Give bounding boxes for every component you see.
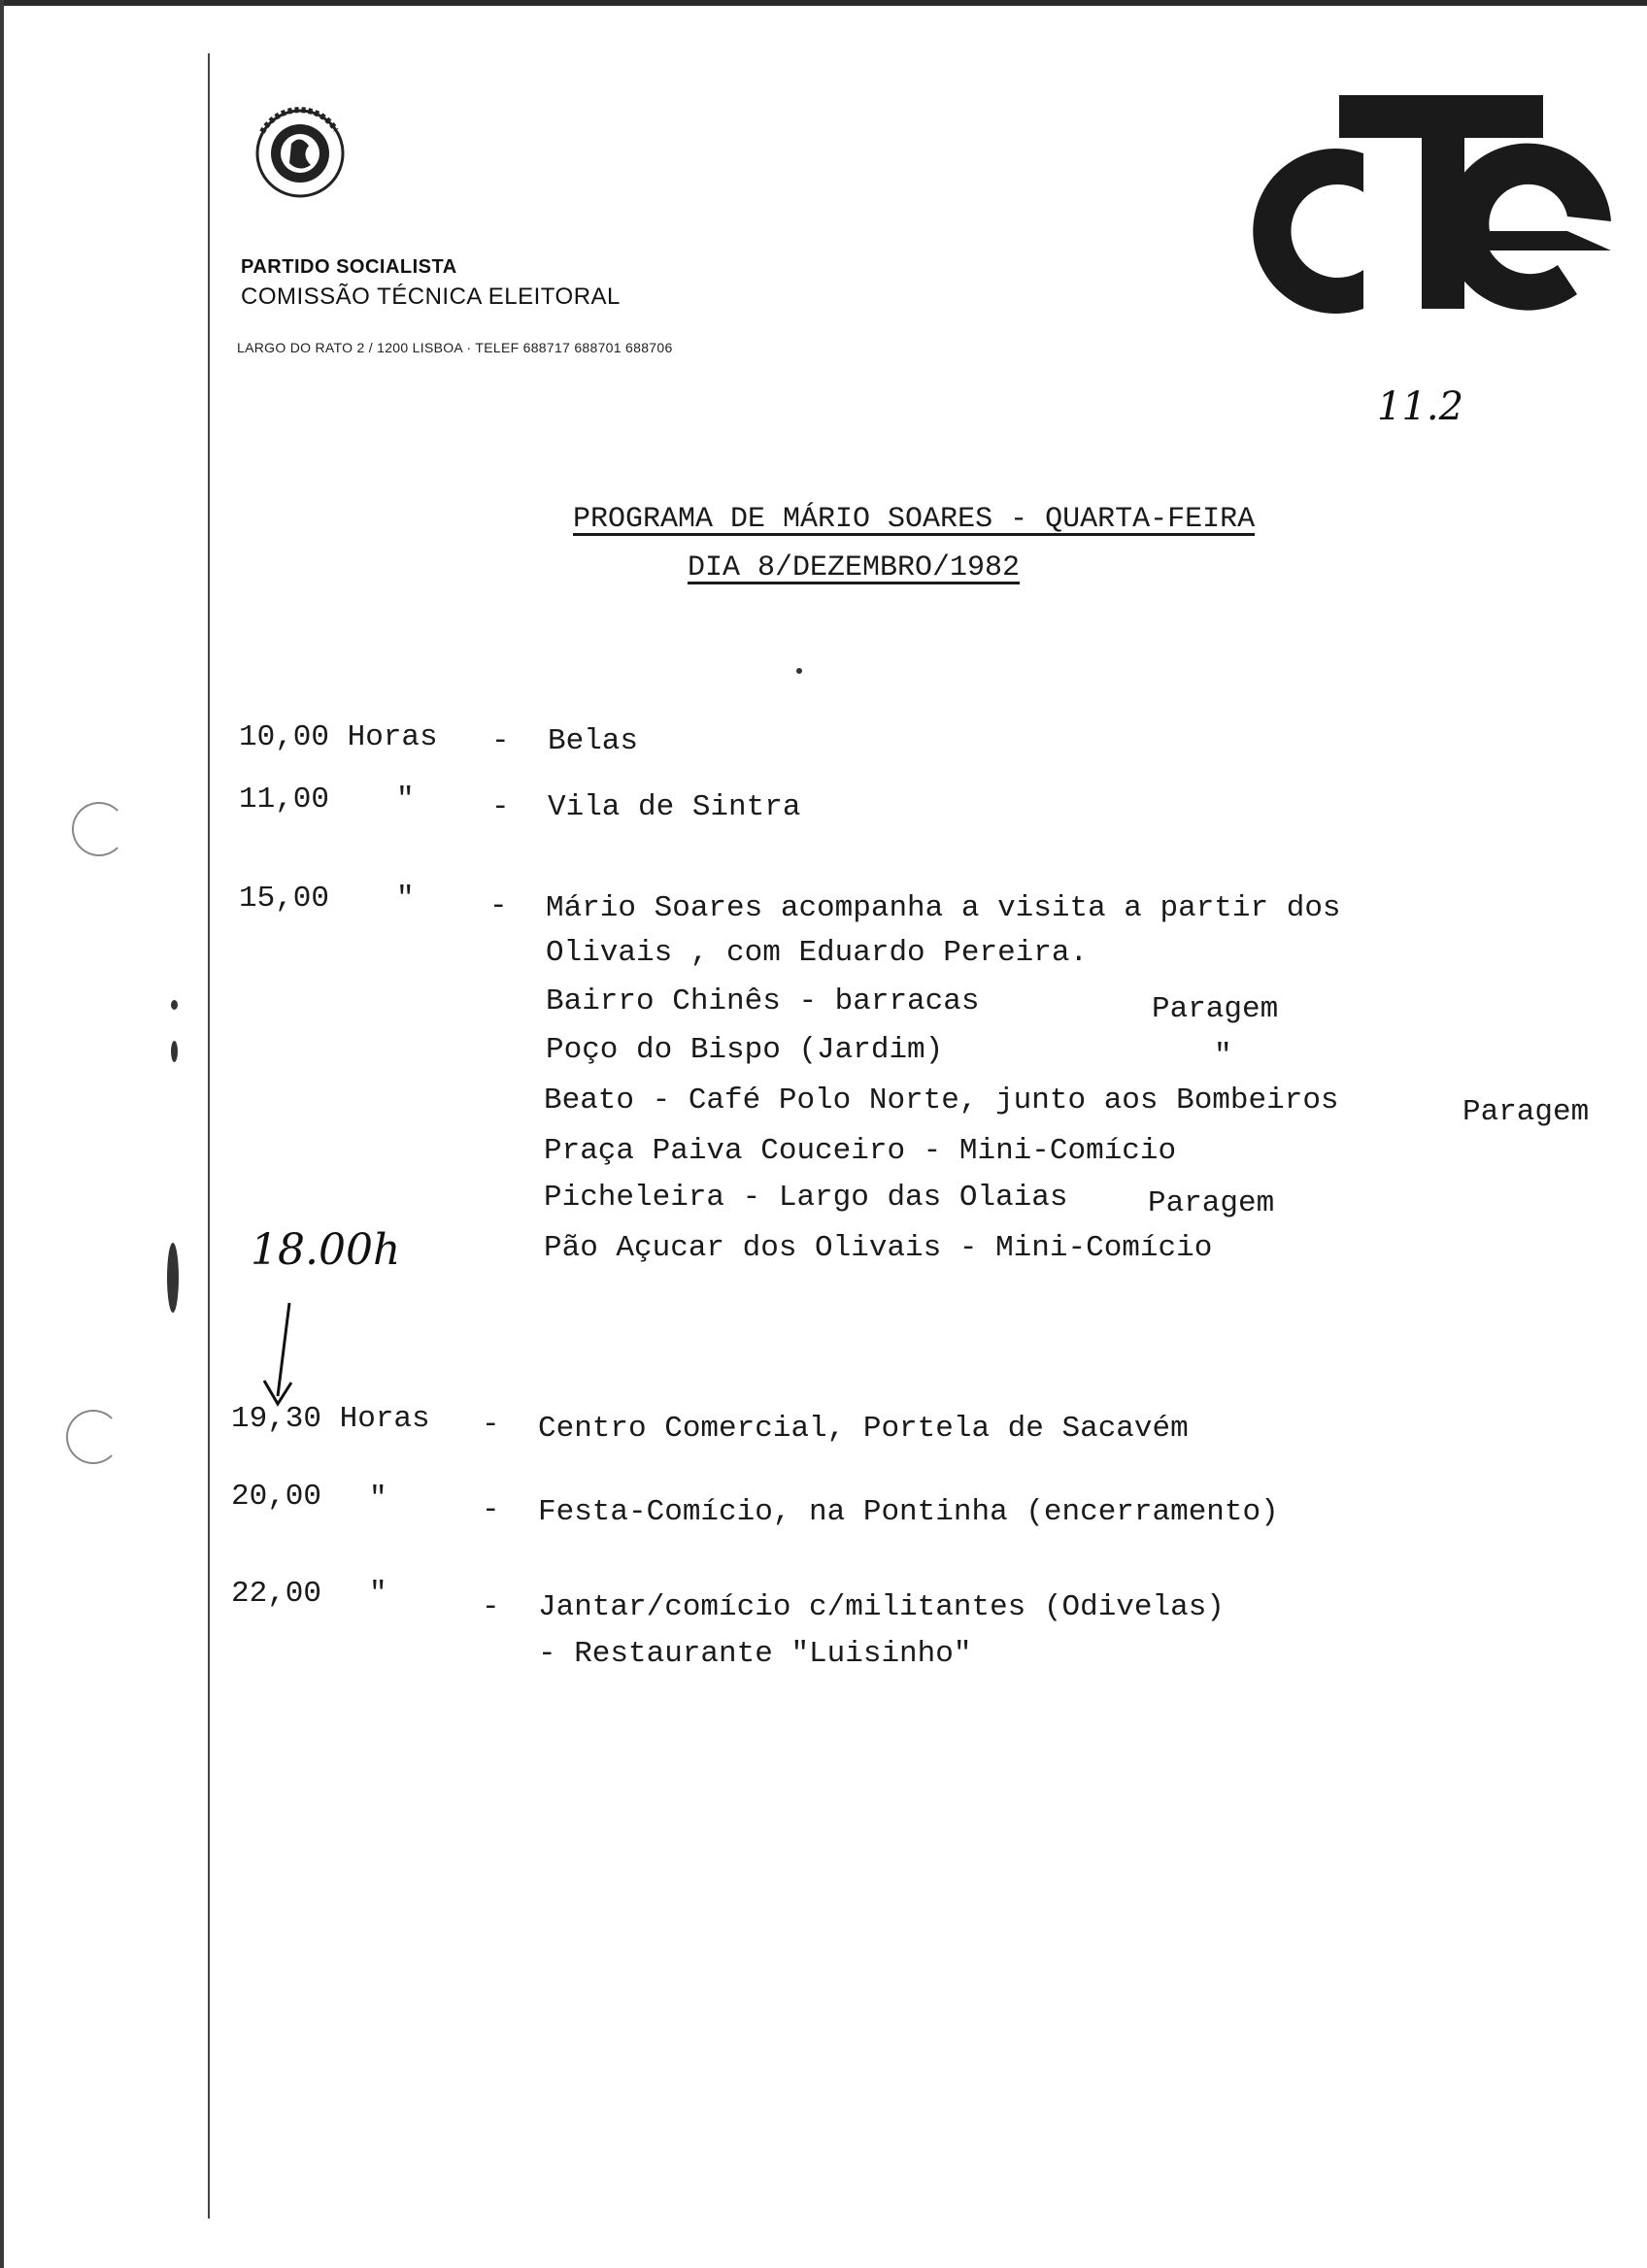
commission-name: COMISSÃO TÉCNICA ELEITORAL bbox=[241, 284, 621, 310]
dash: - bbox=[489, 889, 508, 923]
event-text: Vila de Sintra bbox=[548, 790, 801, 824]
scan-top-edge bbox=[0, 0, 1647, 6]
stop-place: Bairro Chinês - barracas bbox=[546, 984, 980, 1018]
stop-place: Praça Paiva Couceiro - Mini-Comício bbox=[544, 1134, 1177, 1168]
punch-hole-mark bbox=[72, 802, 126, 856]
event-text: Mário Soares acompanha a visita a partir dos bbox=[546, 891, 1341, 925]
dash: - bbox=[491, 790, 510, 824]
time-cell: 19,30 Horas bbox=[231, 1402, 430, 1436]
stop-note: Paragem bbox=[1462, 1095, 1590, 1129]
scan-speck bbox=[167, 1243, 179, 1313]
dash: - bbox=[482, 1590, 500, 1624]
ditto-mark: " bbox=[396, 882, 415, 916]
correction-arrow-icon bbox=[243, 1299, 301, 1411]
ditto-mark: " bbox=[369, 1482, 387, 1516]
stop-place: Beato - Café Polo Norte, junto aos Bombeiros bbox=[544, 1084, 1339, 1117]
ditto-mark: " bbox=[396, 783, 415, 817]
margin-rule bbox=[208, 53, 210, 2218]
ditto-mark: " bbox=[369, 1577, 387, 1611]
time-cell: 22,00 bbox=[231, 1577, 322, 1611]
event-text: Festa-Comício, na Pontinha (encerramento) bbox=[538, 1495, 1279, 1529]
stop-note: Paragem bbox=[1148, 1186, 1275, 1220]
event-text: Olivais , com Eduardo Pereira. bbox=[546, 936, 1089, 970]
stop-note: Paragem bbox=[1152, 992, 1279, 1026]
party-seal-icon bbox=[243, 105, 357, 202]
handwritten-time-correction: 18.00h bbox=[251, 1225, 401, 1275]
scan-speck bbox=[171, 1041, 178, 1062]
stop-note: " bbox=[1214, 1039, 1232, 1073]
document-title: PROGRAMA DE MÁRIO SOARES - QUARTA-FEIRA bbox=[573, 503, 1256, 536]
scan-left-edge bbox=[0, 0, 4, 2268]
time-cell: 10,00 Horas bbox=[239, 720, 438, 754]
event-text: Jantar/comício c/militantes (Odivelas) bbox=[538, 1590, 1225, 1624]
dash: - bbox=[482, 1408, 500, 1442]
time-cell: 11,00 bbox=[239, 783, 330, 817]
dash: - bbox=[482, 1493, 500, 1527]
time-cell: 20,00 bbox=[231, 1480, 322, 1514]
time-cell: 15,00 bbox=[239, 882, 330, 916]
event-text: Centro Comercial, Portela de Sacavém bbox=[538, 1412, 1189, 1446]
event-text: Belas bbox=[548, 724, 639, 758]
punch-hole-mark bbox=[66, 1410, 120, 1464]
scan-speck bbox=[796, 668, 802, 674]
scan-speck bbox=[171, 1000, 178, 1010]
address-line: LARGO DO RATO 2 / 1200 LISBOA · TELEF 688717 688701 688706 bbox=[237, 340, 673, 355]
cte-logo bbox=[1247, 85, 1616, 328]
dash: - bbox=[491, 724, 510, 758]
event-text: - Restaurante "Luisinho" bbox=[538, 1637, 972, 1671]
handwritten-reference: 11.2 bbox=[1377, 384, 1464, 429]
document-date: DIA 8/DEZEMBRO/1982 bbox=[688, 551, 1021, 584]
stop-place: Picheleira - Largo das Olaias bbox=[544, 1181, 1068, 1215]
stop-place: Poço do Bispo (Jardim) bbox=[546, 1033, 944, 1067]
organization-name: PARTIDO SOCIALISTA bbox=[241, 256, 457, 278]
stop-place: Pão Açucar dos Olivais - Mini-Comício bbox=[544, 1231, 1213, 1265]
